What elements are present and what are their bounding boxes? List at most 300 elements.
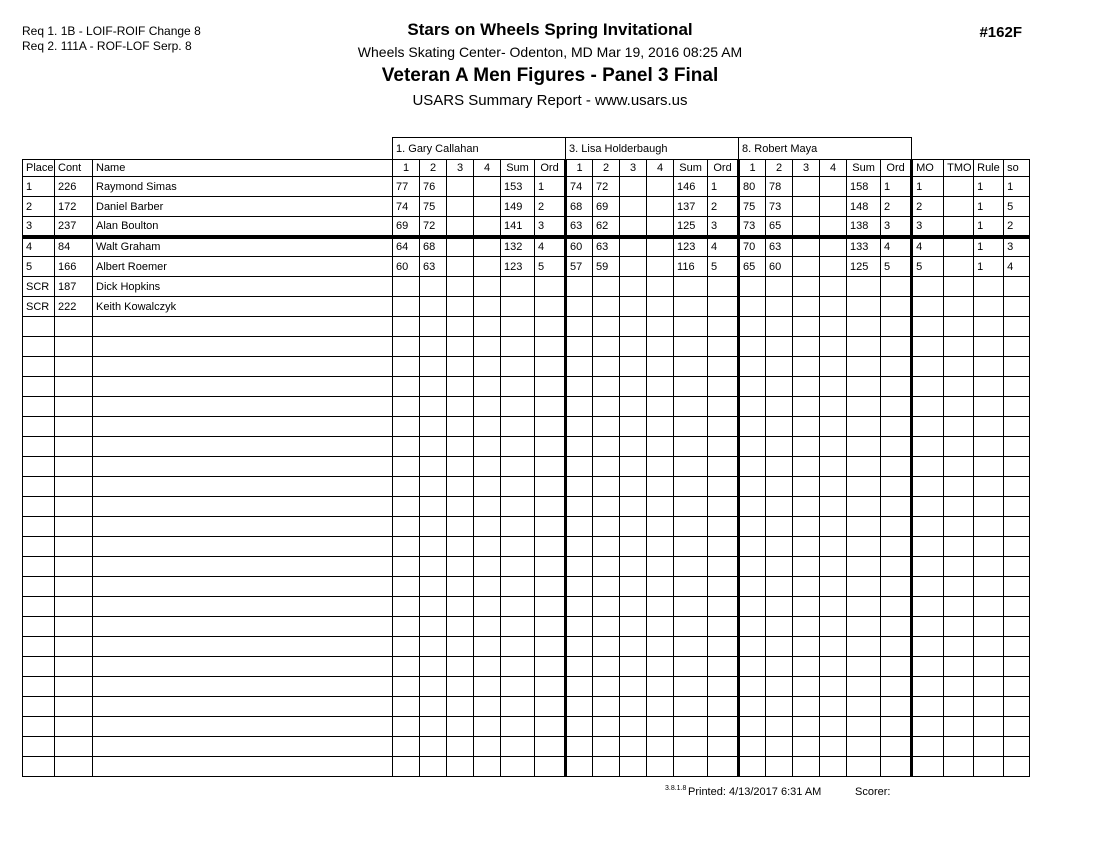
rule-cell <box>974 517 1004 537</box>
score-cell: 80 <box>739 177 766 197</box>
score-cell: 76 <box>420 177 447 197</box>
score-cell <box>739 517 766 537</box>
tmo-cell <box>944 257 974 277</box>
score-cell <box>593 737 620 757</box>
score-cell <box>566 557 593 577</box>
score-cell <box>447 617 474 637</box>
printed-timestamp: Printed: 4/13/2017 6:31 AM <box>688 786 822 798</box>
sum-cell <box>674 277 708 297</box>
score-cell <box>647 737 674 757</box>
score-cell <box>620 577 647 597</box>
empty-row <box>23 457 1030 477</box>
score-cell <box>620 277 647 297</box>
score-cell <box>739 457 766 477</box>
score-cell <box>474 477 501 497</box>
score-cell <box>820 437 847 457</box>
score-cell <box>393 417 420 437</box>
sum-cell <box>847 537 881 557</box>
sum-header: Sum <box>674 160 708 177</box>
ord-cell <box>708 397 739 417</box>
score-cell <box>820 277 847 297</box>
tmo-cell <box>944 697 974 717</box>
score-cell <box>820 297 847 317</box>
name-cell <box>93 617 393 637</box>
score-cell <box>739 557 766 577</box>
score-cell <box>820 337 847 357</box>
score-cell: 65 <box>739 257 766 277</box>
sum-cell <box>847 677 881 697</box>
score-cell <box>566 697 593 717</box>
sum-cell <box>674 637 708 657</box>
score-cell <box>620 317 647 337</box>
so-cell <box>1004 637 1030 657</box>
report-type-line: USARS Summary Report - www.usars.us <box>412 92 688 109</box>
score-cell <box>447 637 474 657</box>
so-cell <box>1004 397 1030 417</box>
place-cell <box>23 557 55 577</box>
trial-2-header: 2 <box>420 160 447 177</box>
so-cell <box>1004 377 1030 397</box>
score-cell <box>739 377 766 397</box>
tmo-cell <box>944 417 974 437</box>
score-cell <box>793 617 820 637</box>
score-cell <box>620 737 647 757</box>
mo-cell: 2 <box>912 197 944 217</box>
ord-cell <box>708 677 739 697</box>
score-cell <box>793 717 820 737</box>
score-cell <box>474 317 501 337</box>
score-cell <box>474 277 501 297</box>
ord-cell: 3 <box>881 217 912 237</box>
sum-cell <box>674 297 708 317</box>
score-cell <box>420 657 447 677</box>
place-cell <box>23 457 55 477</box>
sum-cell <box>501 557 535 577</box>
score-cell <box>593 457 620 477</box>
score-cell <box>647 417 674 437</box>
ord-cell: 3 <box>535 217 566 237</box>
score-cell <box>793 697 820 717</box>
score-cell <box>766 757 793 777</box>
score-cell <box>793 557 820 577</box>
mo-cell: 1 <box>912 177 944 197</box>
tmo-cell <box>944 317 974 337</box>
so-cell <box>1004 437 1030 457</box>
score-cell <box>766 657 793 677</box>
rule-cell <box>974 457 1004 477</box>
rule-cell <box>974 377 1004 397</box>
name-cell <box>93 437 393 457</box>
score-cell <box>593 557 620 577</box>
tmo-cell <box>944 437 974 457</box>
sum-cell: 148 <box>847 197 881 217</box>
score-cell <box>766 357 793 377</box>
so-cell: 5 <box>1004 197 1030 217</box>
score-cell <box>474 697 501 717</box>
score-cell <box>593 277 620 297</box>
mo-cell <box>912 497 944 517</box>
name-cell <box>93 397 393 417</box>
score-cell <box>739 577 766 597</box>
score-cell <box>793 577 820 597</box>
tmo-cell <box>944 377 974 397</box>
score-cell <box>620 697 647 717</box>
score-cell: 69 <box>593 197 620 217</box>
name-cell: Dick Hopkins <box>93 277 393 297</box>
score-cell <box>393 397 420 417</box>
rule-cell: 1 <box>974 257 1004 277</box>
score-cell <box>566 657 593 677</box>
so-cell <box>1004 317 1030 337</box>
mo-cell <box>912 517 944 537</box>
score-cell <box>793 317 820 337</box>
mo-cell <box>912 577 944 597</box>
score-cell <box>474 717 501 737</box>
score-cell <box>447 697 474 717</box>
so-cell <box>1004 617 1030 637</box>
score-cell <box>739 697 766 717</box>
trial-1-header: 1 <box>739 160 766 177</box>
sum-cell <box>847 697 881 717</box>
sum-cell <box>847 497 881 517</box>
score-cell: 74 <box>393 197 420 217</box>
sum-cell: 125 <box>674 217 708 237</box>
rule-cell <box>974 277 1004 297</box>
ord-cell <box>881 277 912 297</box>
score-cell <box>447 417 474 437</box>
score-cell <box>620 557 647 577</box>
sum-cell <box>501 397 535 417</box>
place-cell <box>23 537 55 557</box>
score-cell <box>620 477 647 497</box>
score-cell <box>566 677 593 697</box>
sum-cell <box>501 317 535 337</box>
score-cell: 77 <box>393 177 420 197</box>
ord-cell <box>881 597 912 617</box>
sum-cell <box>501 417 535 437</box>
sum-cell <box>501 577 535 597</box>
skater-row <box>23 237 1030 257</box>
score-cell <box>620 237 647 257</box>
sum-cell <box>674 577 708 597</box>
score-cell <box>793 217 820 237</box>
ord-cell <box>881 737 912 757</box>
score-cell <box>766 577 793 597</box>
name-cell <box>93 737 393 757</box>
ord-cell <box>708 277 739 297</box>
score-cell <box>766 397 793 417</box>
score-cell <box>739 737 766 757</box>
place-cell <box>23 677 55 697</box>
sum-cell <box>847 477 881 497</box>
software-version: 3.8.1.8 <box>665 785 687 792</box>
tmo-header: TMO <box>944 160 974 177</box>
place-cell <box>23 317 55 337</box>
score-cell <box>793 277 820 297</box>
ord-cell <box>881 437 912 457</box>
score-cell <box>474 357 501 377</box>
score-cell <box>474 257 501 277</box>
cont-cell <box>55 617 93 637</box>
score-cell: 60 <box>766 257 793 277</box>
mo-cell <box>912 737 944 757</box>
rule-cell <box>974 397 1004 417</box>
score-cell <box>820 737 847 757</box>
cont-cell <box>55 417 93 437</box>
cont-cell: 172 <box>55 197 93 217</box>
ord-cell <box>535 377 566 397</box>
mo-cell <box>912 437 944 457</box>
score-cell <box>393 477 420 497</box>
score-cell <box>420 597 447 617</box>
requirement-1: Req 1. 1B - LOIF-ROIF Change 8 <box>22 24 201 38</box>
score-cell <box>593 317 620 337</box>
score-cell <box>820 477 847 497</box>
score-cell <box>447 357 474 377</box>
score-cell <box>474 337 501 357</box>
score-cell <box>647 477 674 497</box>
ord-cell <box>881 697 912 717</box>
trial-2-header: 2 <box>593 160 620 177</box>
score-cell <box>647 297 674 317</box>
score-cell: 65 <box>766 217 793 237</box>
score-cell <box>793 337 820 357</box>
score-cell <box>474 637 501 657</box>
score-cell <box>593 757 620 777</box>
score-cell <box>820 457 847 477</box>
score-cell <box>593 677 620 697</box>
ord-cell <box>708 577 739 597</box>
tmo-cell <box>944 597 974 617</box>
cont-cell <box>55 437 93 457</box>
tmo-cell <box>944 177 974 197</box>
score-cell <box>820 637 847 657</box>
name-cell <box>93 557 393 577</box>
score-cell: 75 <box>420 197 447 217</box>
score-cell <box>420 477 447 497</box>
ord-cell: 3 <box>708 217 739 237</box>
score-cell <box>474 537 501 557</box>
score-cell: 63 <box>593 237 620 257</box>
score-cell <box>593 497 620 517</box>
ord-cell <box>535 637 566 657</box>
score-cell <box>393 497 420 517</box>
score-cell <box>474 617 501 637</box>
sum-cell: 132 <box>501 237 535 257</box>
score-cell <box>793 597 820 617</box>
ord-cell <box>708 617 739 637</box>
score-cell <box>420 537 447 557</box>
score-cell <box>593 477 620 497</box>
sum-cell: 141 <box>501 217 535 237</box>
tmo-cell <box>944 217 974 237</box>
so-cell <box>1004 677 1030 697</box>
rule-cell <box>974 537 1004 557</box>
score-cell <box>474 397 501 417</box>
place-cell <box>23 757 55 777</box>
sum-cell <box>674 437 708 457</box>
score-cell <box>620 677 647 697</box>
score-cell <box>474 497 501 517</box>
sum-cell <box>501 457 535 477</box>
score-table <box>22 137 1030 777</box>
score-cell <box>793 517 820 537</box>
sum-cell <box>501 437 535 457</box>
ord-cell <box>881 557 912 577</box>
score-cell <box>447 577 474 597</box>
score-cell <box>420 737 447 757</box>
sum-cell <box>847 637 881 657</box>
ord-cell <box>535 297 566 317</box>
cont-cell: 226 <box>55 177 93 197</box>
score-cell <box>420 557 447 577</box>
sum-cell <box>501 737 535 757</box>
so-cell <box>1004 737 1030 757</box>
rule-cell <box>974 597 1004 617</box>
score-cell <box>474 417 501 437</box>
rule-cell <box>974 317 1004 337</box>
ord-cell <box>535 717 566 737</box>
ord-cell <box>881 577 912 597</box>
mo-cell <box>912 597 944 617</box>
place-cell: SCR <box>23 277 55 297</box>
score-cell <box>620 297 647 317</box>
band-spacer-left <box>23 138 393 160</box>
empty-row <box>23 377 1030 397</box>
score-cell <box>393 517 420 537</box>
empty-row <box>23 517 1030 537</box>
score-cell <box>393 297 420 317</box>
score-cell <box>766 377 793 397</box>
score-cell <box>474 217 501 237</box>
score-cell <box>447 737 474 757</box>
ord-cell <box>708 457 739 477</box>
score-cell: 63 <box>566 217 593 237</box>
place-cell <box>23 577 55 597</box>
score-cell <box>647 717 674 737</box>
score-cell: 59 <box>593 257 620 277</box>
ord-cell <box>708 517 739 537</box>
sum-header: Sum <box>501 160 535 177</box>
tmo-cell <box>944 297 974 317</box>
mo-cell <box>912 717 944 737</box>
name-cell: Alan Boulton <box>93 217 393 237</box>
score-cell <box>620 397 647 417</box>
score-cell <box>474 677 501 697</box>
score-cell <box>593 537 620 557</box>
empty-row <box>23 757 1030 777</box>
tmo-cell <box>944 557 974 577</box>
score-cell <box>766 477 793 497</box>
tmo-cell <box>944 517 974 537</box>
tmo-cell <box>944 197 974 217</box>
place-cell <box>23 737 55 757</box>
place-cell <box>23 337 55 357</box>
sum-cell <box>501 357 535 377</box>
score-cell <box>739 717 766 737</box>
ord-cell <box>881 477 912 497</box>
trial-3-header: 3 <box>620 160 647 177</box>
name-cell: Keith Kowalczyk <box>93 297 393 317</box>
ord-cell <box>708 697 739 717</box>
score-cell <box>393 357 420 377</box>
ord-cell <box>708 317 739 337</box>
cont-cell: 187 <box>55 277 93 297</box>
mo-cell <box>912 657 944 677</box>
score-cell <box>820 237 847 257</box>
ord-cell <box>708 597 739 617</box>
ord-cell <box>535 317 566 337</box>
cont-cell <box>55 677 93 697</box>
ord-cell <box>881 457 912 477</box>
ord-cell <box>535 737 566 757</box>
rule-cell <box>974 577 1004 597</box>
score-cell <box>820 757 847 777</box>
cont-cell <box>55 357 93 377</box>
score-cell <box>766 557 793 577</box>
score-cell <box>393 737 420 757</box>
so-cell <box>1004 717 1030 737</box>
score-cell: 72 <box>420 217 447 237</box>
sum-cell <box>847 597 881 617</box>
place-cell <box>23 497 55 517</box>
empty-row <box>23 477 1030 497</box>
mo-cell <box>912 537 944 557</box>
score-cell <box>447 437 474 457</box>
score-cell <box>820 697 847 717</box>
score-cell <box>620 377 647 397</box>
score-cell <box>793 637 820 657</box>
score-cell <box>420 697 447 717</box>
score-cell <box>393 617 420 637</box>
score-cell <box>820 357 847 377</box>
score-cell: 74 <box>566 177 593 197</box>
cont-cell <box>55 657 93 677</box>
rule-cell <box>974 417 1004 437</box>
score-cell <box>593 577 620 597</box>
ord-cell <box>881 677 912 697</box>
score-cell <box>474 577 501 597</box>
score-cell <box>447 337 474 357</box>
score-cell <box>793 657 820 677</box>
so-cell <box>1004 597 1030 617</box>
score-cell <box>566 397 593 417</box>
score-cell <box>647 397 674 417</box>
ord-cell <box>535 357 566 377</box>
so-cell <box>1004 757 1030 777</box>
so-cell <box>1004 557 1030 577</box>
score-cell <box>393 537 420 557</box>
ord-cell <box>881 637 912 657</box>
score-cell <box>420 317 447 337</box>
sum-cell <box>847 397 881 417</box>
ord-cell <box>881 397 912 417</box>
score-cell <box>393 717 420 737</box>
rule-cell <box>974 337 1004 357</box>
score-cell <box>593 377 620 397</box>
score-cell: 68 <box>566 197 593 217</box>
mo-cell <box>912 677 944 697</box>
name-cell <box>93 537 393 557</box>
score-cell <box>566 577 593 597</box>
tmo-cell <box>944 617 974 637</box>
score-cell <box>566 437 593 457</box>
name-cell <box>93 497 393 517</box>
empty-row <box>23 577 1030 597</box>
so-cell <box>1004 457 1030 477</box>
sum-cell <box>501 277 535 297</box>
name-cell: Raymond Simas <box>93 177 393 197</box>
